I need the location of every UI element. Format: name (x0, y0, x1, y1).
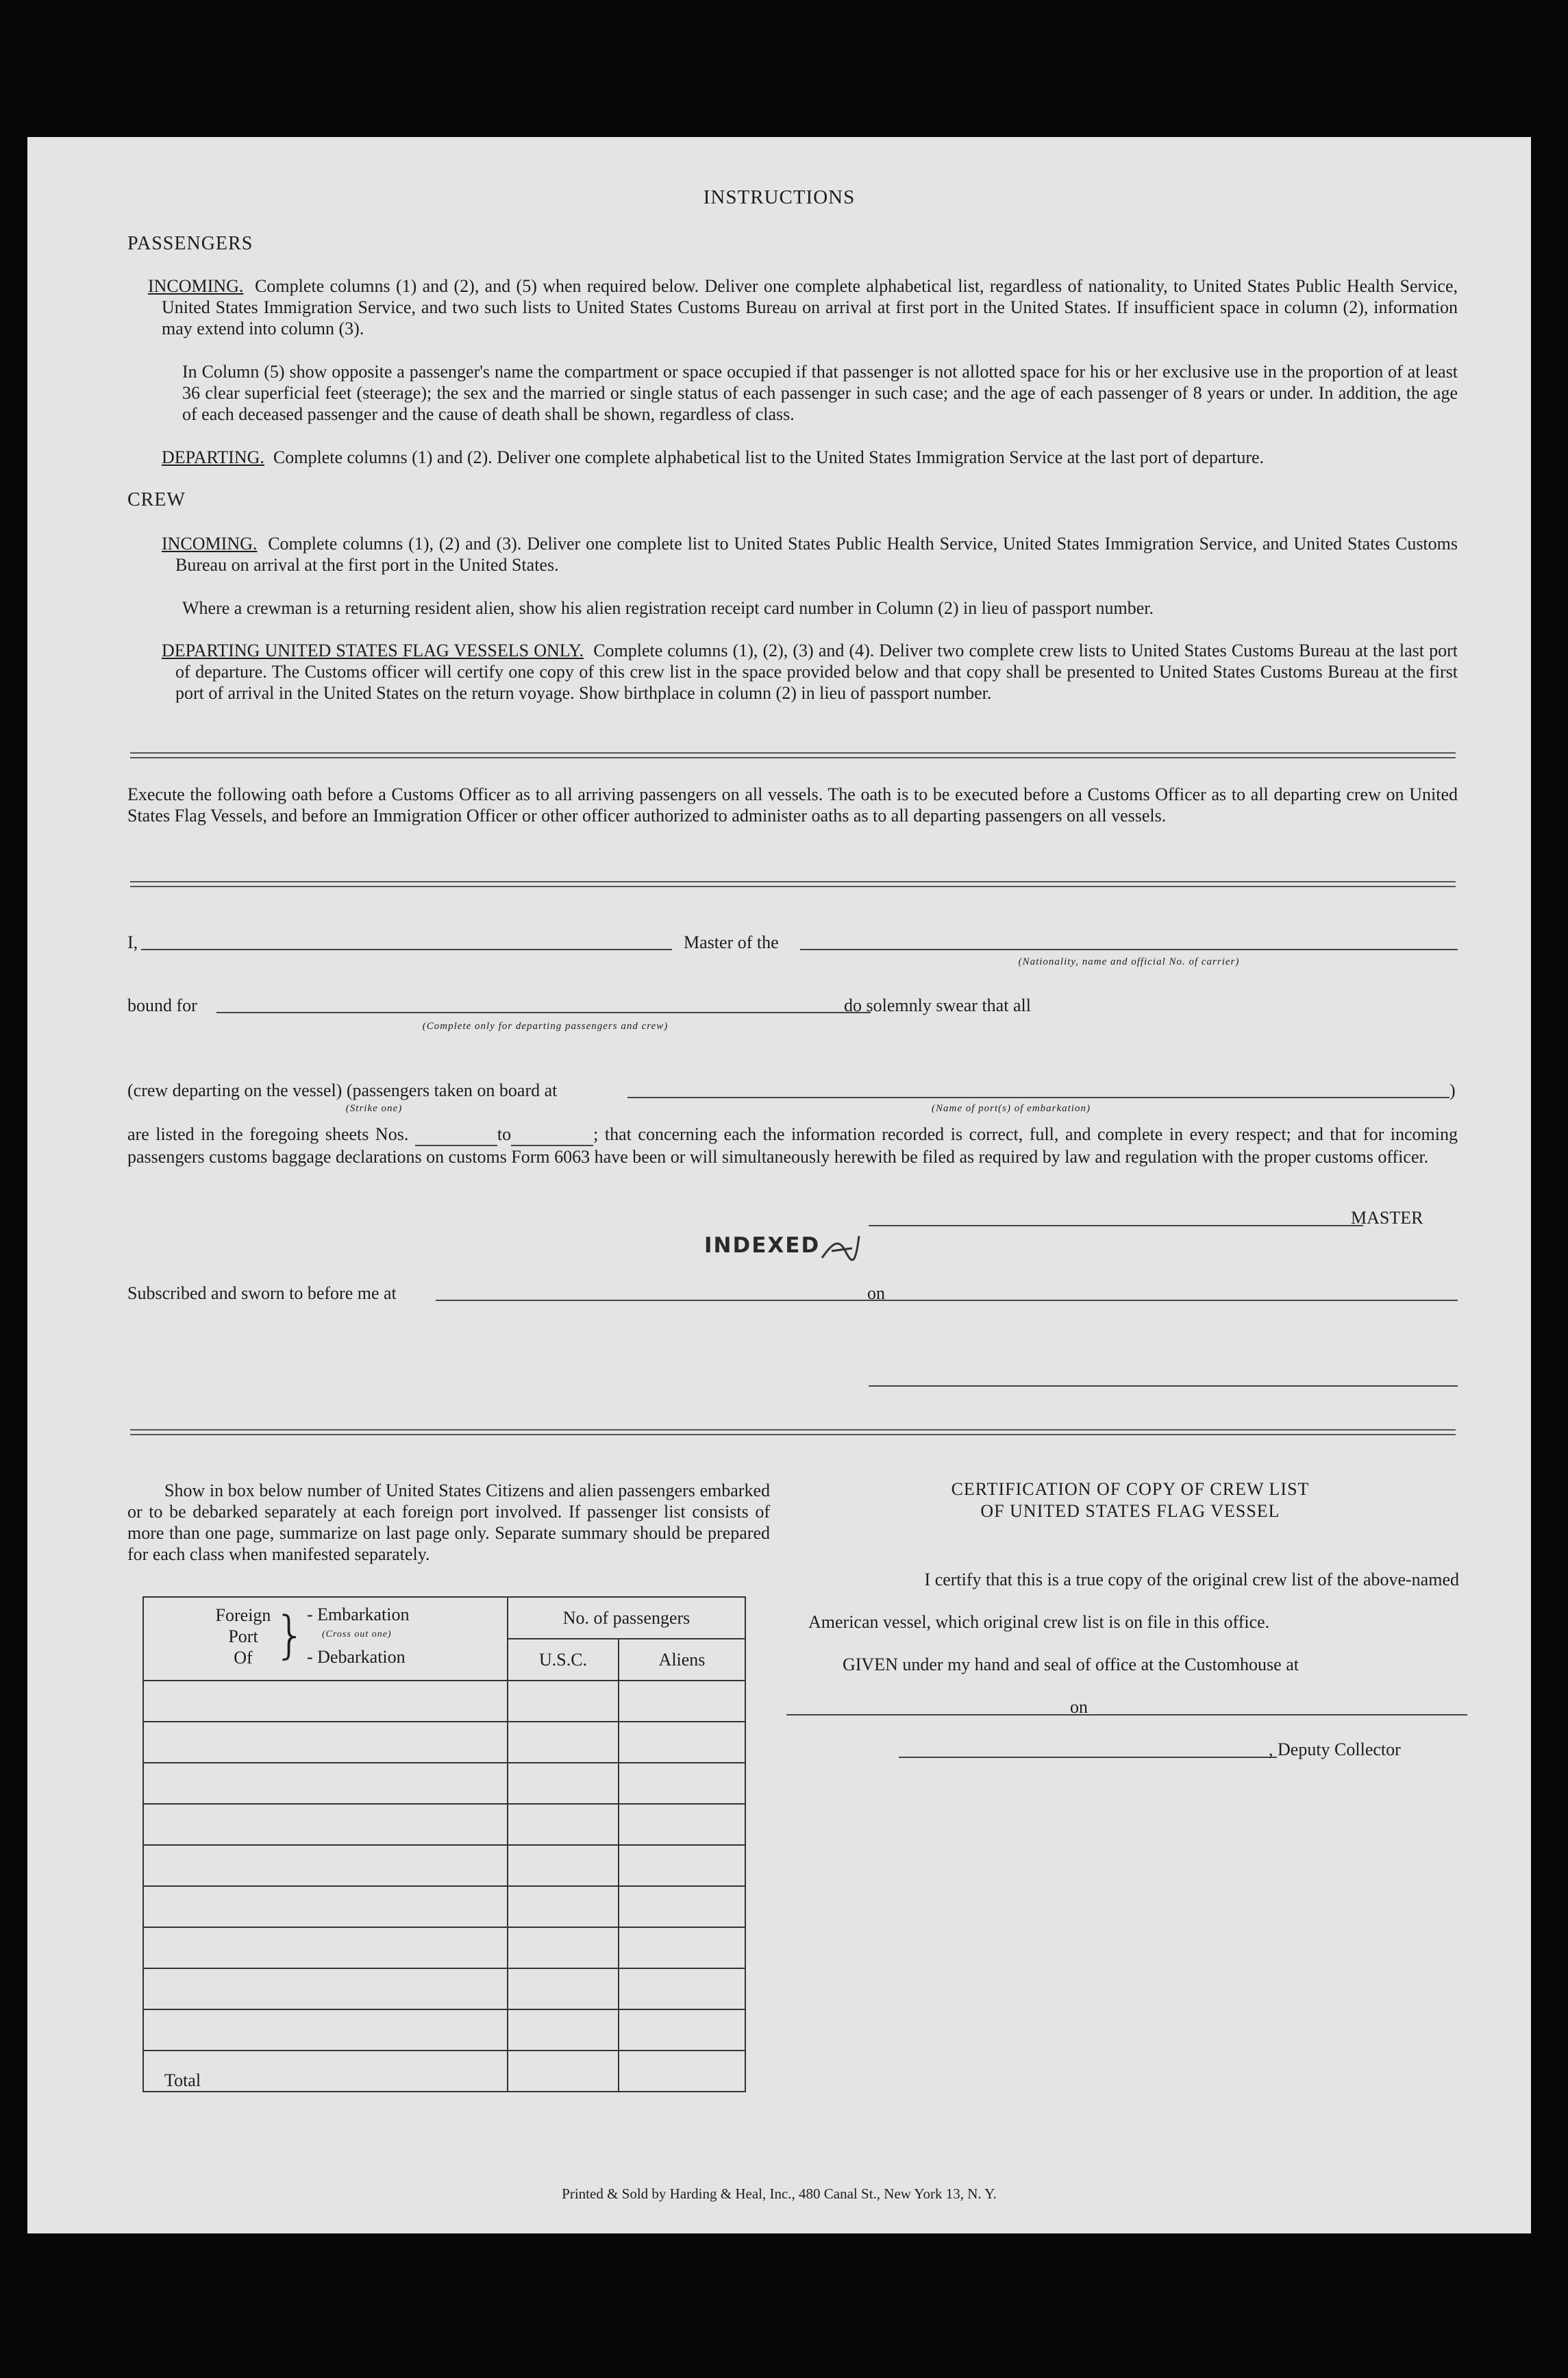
no-of-passengers-header: No. of passengers (508, 1597, 745, 1639)
usc-cell[interactable] (508, 1804, 619, 1845)
usc-cell[interactable] (508, 2009, 619, 2051)
usc-cell[interactable] (508, 1763, 619, 1804)
usc-cell[interactable] (508, 1722, 619, 1763)
divider (130, 881, 1456, 887)
aliens-cell[interactable] (619, 1845, 745, 1886)
carrier-field[interactable] (800, 949, 1458, 950)
table-row (143, 1968, 745, 2009)
port-label: Port (228, 1626, 258, 1646)
oath-intro: Execute the following oath before a Customs Officer as to all arriving passengers on all vessels. The oath is to be executed before a Customs Officer as to all departing crew on United States Flag Vessels, and before an Immigration Officer or other officer authorized to administer oaths as to all departing passengers on all vessels. (127, 784, 1458, 826)
usc-cell[interactable] (508, 1927, 619, 1968)
master-name-field[interactable] (141, 949, 672, 950)
aliens-cell[interactable] (619, 1804, 745, 1845)
ports-caption: (Name of port(s) of embarkation) (932, 1103, 1091, 1114)
cert-date-field[interactable] (1089, 1714, 1467, 1716)
deputy-collector-label: , Deputy Collector (1269, 1739, 1401, 1759)
usc-cell[interactable] (508, 1886, 619, 1927)
sheets-text: ; that concerning each the information recorded is correct, full, and complete in every respect; and that for incoming passengers customs baggage declarations on customs Form 6063 have been or will simultaneously herewith be filed as required by law and regulation with the proper customs officer. (127, 1124, 1458, 1167)
table-row (143, 1927, 745, 1968)
passengers-incoming-text: Complete columns (1) and (2), and (5) when required below. Deliver one complete alphabetical list, regardless of nationality, to United States Public Health Service, United States Immigration Service, and two such lists to United States Customs Bureau on arrival at first port in the United States. If insufficient space in column (2), information may extend into column (3). (162, 276, 1458, 338)
port-cell[interactable] (143, 1804, 508, 1845)
table-row (143, 1804, 745, 1845)
passengers-incoming-label: INCOMING. (148, 276, 244, 296)
certify-line2: American vessel, which original crew list is on file in this office. (808, 1612, 1270, 1632)
crew-incoming-text: Complete columns (1), (2) and (3). Deliver one complete list to United States Public Health Service, United States Immigration Service, and United States Customs Bureau on arrival at the first port in the United States. (175, 534, 1458, 575)
brace-icon: } (274, 1606, 307, 1665)
master-signature-field[interactable] (869, 1225, 1363, 1226)
master-of-label: Master of the (684, 932, 779, 952)
handwritten-initials (818, 1230, 866, 1269)
bound-for-field[interactable] (216, 1012, 871, 1013)
port-cell[interactable] (143, 1845, 508, 1886)
sheets-prefix: are listed in the foregoing sheets Nos. (127, 1124, 409, 1144)
oath-i-label: I, (127, 932, 138, 952)
total-row (143, 2051, 745, 2092)
table-row (143, 1845, 745, 1886)
strike-one-caption: (Strike one) (345, 1103, 403, 1114)
passengers-incoming-paragraph (148, 275, 1458, 339)
given-line: GIVEN under my hand and seal of office at the Customhouse at (843, 1655, 1299, 1674)
crew-passengers-label: (crew departing on the vessel) (passengers taken on board at (127, 1080, 558, 1100)
usc-cell[interactable] (508, 1968, 619, 2009)
port-cell[interactable] (143, 1681, 508, 1722)
debarkation-label: - Debarkation (307, 1647, 406, 1667)
summary-instructions: Show in box below number of United States Citizens and alien passengers embarked or to be debarked separately at each foreign port involved. If passenger list consists of more than one page, summarize on last page only. Separate summary should be prepared for each class when manifested separately. (127, 1481, 770, 1564)
bound-for-caption: (Complete only for departing passengers and crew) (422, 1021, 669, 1032)
aliens-cell[interactable] (619, 1763, 745, 1804)
divider (130, 752, 1456, 758)
subscribed-label: Subscribed and sworn to before me at (127, 1283, 397, 1303)
total-label: Total (143, 2051, 508, 2092)
sworn-on-label: on (867, 1283, 885, 1303)
sheet-to-field[interactable] (511, 1124, 593, 1146)
of-label: Of (234, 1648, 253, 1668)
officer-signature-field[interactable] (869, 1385, 1458, 1387)
port-cell[interactable] (143, 2009, 508, 2051)
aliens-total-cell[interactable] (619, 2051, 745, 2092)
master-label: MASTER (1351, 1208, 1423, 1228)
crew-departing-label: DEPARTING UNITED STATES FLAG VESSELS ONLY. (162, 641, 584, 660)
port-cell[interactable] (143, 1968, 508, 2009)
close-paren: ) (1449, 1080, 1456, 1100)
cert-on-label: on (1070, 1697, 1088, 1717)
usc-total-cell[interactable] (508, 2051, 619, 2092)
sheet-from-field[interactable] (415, 1124, 497, 1146)
aliens-cell[interactable] (619, 1927, 745, 1968)
crew-departing-paragraph (162, 640, 1458, 704)
aliens-cell[interactable] (619, 2009, 745, 2051)
aliens-header: Aliens (619, 1639, 745, 1681)
crew-heading: CREW (127, 489, 186, 510)
to-label: to (497, 1124, 512, 1144)
table-row (143, 1886, 745, 1927)
table-row (143, 2009, 745, 2051)
swear-text: do solemnly swear that all (844, 995, 1031, 1015)
aliens-cell[interactable] (619, 1681, 745, 1722)
sworn-place-field[interactable] (436, 1300, 899, 1301)
sworn-date-field[interactable] (892, 1300, 1458, 1301)
usc-header: U.S.C. (508, 1639, 619, 1681)
port-cell[interactable] (143, 1722, 508, 1763)
crew-resident-paragraph: Where a crewman is a returning resident alien, show his alien registration receipt card number in Column (2) in lieu of passport number. (182, 598, 1154, 618)
foreign-label: Foreign (215, 1605, 271, 1625)
foreign-port-header (143, 1597, 508, 1681)
bound-for-label: bound for (127, 995, 197, 1015)
divider (130, 1429, 1456, 1435)
usc-cell[interactable] (508, 1681, 619, 1722)
customhouse-field[interactable] (786, 1714, 1095, 1716)
certification-title-line2: OF UNITED STATES FLAG VESSEL (980, 1501, 1280, 1521)
usc-cell[interactable] (508, 1845, 619, 1886)
deputy-signature-field[interactable] (899, 1757, 1277, 1758)
port-cell[interactable] (143, 1927, 508, 1968)
certification-title-line1: CERTIFICATION OF COPY OF CREW LIST (951, 1479, 1310, 1499)
port-cell[interactable] (143, 1886, 508, 1927)
sheets-paragraph (127, 1124, 1458, 1167)
passengers-departing-paragraph (162, 447, 1458, 468)
passengers-departing-label: DEPARTING. (162, 447, 264, 467)
crew-incoming-label: INCOMING. (162, 534, 258, 554)
page-title: INSTRUCTIONS (703, 186, 856, 208)
indexed-stamp: INDEXED (704, 1233, 821, 1258)
crew-departing-text: Complete columns (1), (2), (3) and (4). Deliver two complete crew lists to United States Customs Bureau at the last port of departure. The Customs officer will certify one copy of this crew list in the space provided below and that copy shall be presented to United States Customs Bureau at the first port of arrival in the United States on the return voyage. Show birthplace in column (2) in lieu of passport number. (175, 641, 1458, 703)
printer-footer: Printed & Sold by Harding & Heal, Inc., 480 Canal St., New York 13, N. Y. (562, 2185, 997, 2202)
aliens-cell[interactable] (619, 1886, 745, 1927)
passengers-heading: PASSENGERS (127, 233, 253, 254)
passenger-summary-table (142, 1596, 746, 2092)
form-page (27, 137, 1531, 2233)
table-row (143, 1763, 745, 1804)
embarkation-ports-field[interactable] (627, 1097, 1449, 1098)
passengers-column5-paragraph: In Column (5) show opposite a passenger's name the compartment or space occupied if that passenger is not allotted space for his or her exclusive use in the proportion of at least 36 clear superficial feet (steerage); the sex and the married or single status of each passenger in such case; and the age of each passenger of 8 years or under. In addition, the age of each deceased passenger and the cause of death shall be shown, regardless of class. (182, 362, 1458, 424)
aliens-cell[interactable] (619, 1968, 745, 2009)
crew-incoming-paragraph (162, 533, 1458, 575)
embarkation-label: - Embarkation (307, 1605, 410, 1624)
carrier-caption: (Nationality, name and official No. of carrier) (1018, 956, 1240, 967)
cross-out-caption: (Cross out one) (322, 1629, 392, 1639)
certify-line1: I certify that this is a true copy of the original crew list of the above-named (924, 1570, 1459, 1589)
table-row (143, 1722, 745, 1763)
port-cell[interactable] (143, 1763, 508, 1804)
passengers-departing-text: Complete columns (1) and (2). Deliver one complete alphabetical list to the United States Immigration Service at the last port of departure. (273, 447, 1265, 467)
table-row (143, 1681, 745, 1722)
aliens-cell[interactable] (619, 1722, 745, 1763)
